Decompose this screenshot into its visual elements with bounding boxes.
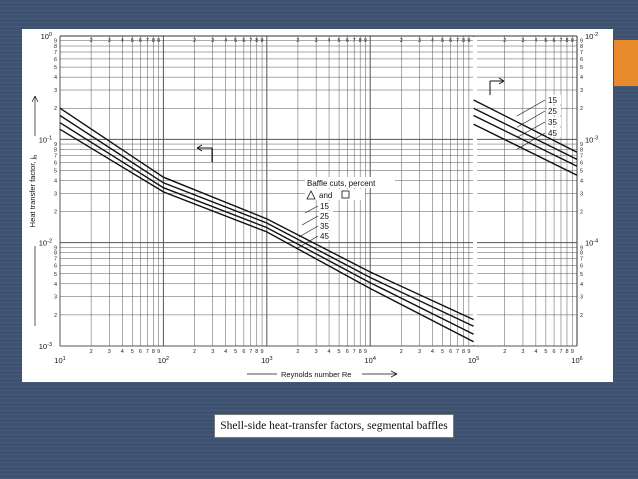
x-decade-label: $10^1$ <box>54 356 66 365</box>
x-minor-tick-label-bottom: 5 <box>544 349 548 355</box>
series-line-right-45 <box>474 124 577 175</box>
heat-transfer-chart <box>22 29 613 382</box>
x-axis-title: Reynolds number Re <box>281 370 352 379</box>
x-minor-tick-label-top: 8 <box>462 38 466 44</box>
legend-entry: 15 <box>320 202 329 211</box>
x-minor-tick-label-bottom: 4 <box>430 349 434 355</box>
slide-accent-bar <box>614 40 638 86</box>
x-axis-title-arrow <box>362 371 397 377</box>
y-right-minor-tick-label: 5 <box>580 271 584 278</box>
y-left-minor-tick-label: 4 <box>53 75 57 82</box>
y-right-minor-tick-label: 7 <box>580 153 584 160</box>
x-minor-tick-label-top: 6 <box>138 38 142 44</box>
y-left-minor-tick-label: 5 <box>53 65 57 72</box>
y-right-minor-tick-label: 2 <box>580 312 584 319</box>
x-minor-tick-label-bottom: 8 <box>358 349 362 355</box>
y-left-minor-tick-label: 6 <box>53 160 57 167</box>
x-minor-tick-label-bottom: 9 <box>260 349 264 355</box>
x-minor-tick-label-bottom: 2 <box>503 349 507 355</box>
x-minor-tick-label-bottom: 5 <box>337 349 341 355</box>
x-minor-tick-label-top: 7 <box>249 38 253 44</box>
x-minor-tick-label-top: 8 <box>255 38 259 44</box>
figure-caption: Shell-side heat-transfer factors, segmental baffles <box>214 414 454 438</box>
x-minor-tick-label-bottom: 9 <box>467 349 471 355</box>
y-right-minor-tick-label: 8 <box>580 44 584 51</box>
x-minor-tick-label-top: 4 <box>430 38 434 44</box>
y-right-decade-label: $10^{-2}$ <box>585 32 599 41</box>
x-minor-tick-label-bottom: 3 <box>314 349 318 355</box>
chart-panel <box>22 29 613 382</box>
series-label-right: 45 <box>548 129 557 138</box>
y-right-minor-tick-label: 6 <box>580 56 584 63</box>
y-right-minor-tick-label: 5 <box>580 65 584 72</box>
x-decade-label: $10^6$ <box>571 356 583 365</box>
y-right-minor-tick-label: 9 <box>580 245 584 252</box>
y-right-minor-tick-label: 5 <box>580 168 584 175</box>
x-minor-tick-label-top: 5 <box>234 38 238 44</box>
x-minor-tick-label-bottom: 4 <box>120 349 124 355</box>
left-axis-arrow <box>197 145 212 162</box>
x-minor-tick-label-bottom: 2 <box>296 349 300 355</box>
x-minor-tick-label-top: 9 <box>467 38 471 44</box>
series-label-right: 35 <box>548 118 557 127</box>
series-label-right: 25 <box>548 107 557 116</box>
x-minor-tick-label-bottom: 6 <box>552 349 556 355</box>
x-minor-tick-label-bottom: 2 <box>192 349 197 355</box>
y-left-minor-tick-label: 3 <box>53 294 57 301</box>
y-right-minor-tick-label: 7 <box>580 50 584 57</box>
x-minor-tick-label-bottom: 4 <box>327 349 331 355</box>
x-minor-tick-label-bottom: 5 <box>130 349 134 355</box>
y-left-decade-label: $10^{-1}$ <box>38 135 52 145</box>
x-minor-tick-label-top: 9 <box>570 38 574 44</box>
y-left-minor-tick-label: 5 <box>53 168 57 175</box>
x-minor-tick-label-top: 6 <box>242 38 246 44</box>
x-minor-tick-label-bottom: 7 <box>559 349 563 355</box>
y-right-minor-tick-label: 6 <box>580 160 584 167</box>
x-minor-tick-label-bottom: 6 <box>242 349 246 355</box>
x-minor-tick-label-bottom: 7 <box>352 349 356 355</box>
x-minor-tick-label-top: 4 <box>327 38 331 44</box>
legend-leader <box>302 216 318 225</box>
y-left-minor-tick-label: 8 <box>53 147 57 154</box>
x-minor-tick-label-top: 4 <box>120 38 124 44</box>
x-minor-tick-label-top: 5 <box>440 38 445 44</box>
x-minor-tick-label-top: 8 <box>565 38 569 44</box>
x-minor-tick-label-bottom: 8 <box>151 349 155 355</box>
y-right-minor-tick-label: 4 <box>580 75 584 82</box>
x-decade-label: $10^3$ <box>261 356 273 365</box>
y-right-decade-label: $10^{-3}$ <box>585 135 599 145</box>
y-right-minor-tick-label: 6 <box>580 263 584 270</box>
legend-title: Baffle cuts, percent <box>307 179 376 188</box>
y-left-minor-tick-label: 3 <box>53 88 57 95</box>
x-minor-tick-label-bottom: 6 <box>138 349 142 355</box>
x-minor-tick-label-bottom: 8 <box>565 349 569 355</box>
x-minor-tick-label-top: 6 <box>449 38 453 44</box>
legend-and-bg <box>305 189 365 200</box>
y-right-minor-tick-label: 9 <box>580 142 584 149</box>
y-left-minor-tick-label: 5 <box>53 271 57 278</box>
y-right-minor-tick-label: 3 <box>580 88 584 95</box>
legend-leader <box>299 226 318 237</box>
y-right-minor-tick-label: 7 <box>580 256 584 263</box>
y-left-decade-label: $10^0$ <box>40 32 52 41</box>
x-minor-tick-label-bottom: 3 <box>521 349 525 355</box>
x-minor-tick-label-bottom: 9 <box>570 349 574 355</box>
series-line-right-35 <box>474 116 577 167</box>
x-minor-tick-label-top: 7 <box>352 38 356 44</box>
x-minor-tick-label-bottom: 2 <box>399 349 403 355</box>
series-label-right: 15 <box>548 96 557 105</box>
x-minor-tick-label-top: 2 <box>503 38 507 44</box>
x-minor-tick-label-bottom: 5 <box>234 349 238 355</box>
y-right-minor-tick-label: 8 <box>580 250 584 257</box>
x-minor-tick-label-bottom: 6 <box>449 349 453 355</box>
y-axis-title-arrow <box>32 96 38 136</box>
x-minor-tick-label-bottom: 4 <box>534 349 538 355</box>
y-right-minor-tick-label: 3 <box>580 294 584 301</box>
x-decade-label: $10^2$ <box>157 356 170 365</box>
x-minor-tick-label-top: 7 <box>559 38 563 44</box>
x-minor-tick-label-bottom: 6 <box>345 349 349 355</box>
x-decade-label: $10^4$ <box>364 356 376 365</box>
y-left-minor-tick-label: 7 <box>53 50 57 57</box>
y-left-minor-tick-label: 2 <box>53 106 57 113</box>
x-minor-tick-label-bottom: 8 <box>255 349 259 355</box>
x-minor-tick-label-top: 6 <box>552 38 556 44</box>
x-minor-tick-label-top: 4 <box>224 38 228 44</box>
y-left-minor-tick-label: 7 <box>53 256 57 263</box>
y-left-decade-label: $10^{-2}$ <box>38 238 52 248</box>
x-minor-tick-label-bottom: 7 <box>145 349 149 355</box>
x-minor-tick-label-top: 5 <box>544 38 548 44</box>
y-left-minor-tick-label: 4 <box>53 178 57 185</box>
x-minor-tick-label-top: 4 <box>534 38 538 44</box>
x-minor-tick-label-top: 9 <box>363 38 367 44</box>
y-left-minor-tick-label: 4 <box>53 281 57 288</box>
x-minor-tick-label-top: 7 <box>456 38 460 44</box>
x-minor-tick-label-top: 7 <box>145 38 149 44</box>
series-line-right-25 <box>474 108 577 159</box>
x-minor-tick-label-top: 8 <box>358 38 362 44</box>
x-minor-tick-label-top: 8 <box>151 38 155 44</box>
x-decade-label: $10^5$ <box>467 356 480 365</box>
x-minor-tick-label-bottom: 5 <box>440 349 445 355</box>
y-left-minor-tick-label: 9 <box>53 38 57 45</box>
x-minor-tick-label-top: 2 <box>296 38 300 44</box>
x-minor-tick-label-bottom: 9 <box>363 349 367 355</box>
y-left-minor-tick-label: 3 <box>53 191 57 198</box>
x-minor-tick-label-top: 3 <box>418 38 422 44</box>
y-left-decade-label: $10^{-3}$ <box>38 342 52 351</box>
y-right-decade-label: $10^{-4}$ <box>585 238 599 248</box>
x-minor-tick-label-top: 3 <box>211 38 215 44</box>
x-minor-tick-label-top: 3 <box>314 38 318 44</box>
y-right-minor-tick-label: 2 <box>580 209 584 216</box>
y-left-minor-tick-label: 9 <box>53 142 57 149</box>
y-left-minor-tick-label: 8 <box>53 250 57 257</box>
x-minor-tick-label-bottom: 4 <box>224 349 228 355</box>
x-minor-tick-label-top: 9 <box>260 38 264 44</box>
y-axis-title: Heat transfer factor, $j_h$ <box>28 154 39 228</box>
x-minor-tick-label-bottom: 7 <box>249 349 253 355</box>
legend-and-text: and <box>319 191 333 200</box>
legend-entry: 25 <box>320 212 329 221</box>
y-right-minor-tick-label: 8 <box>580 147 584 154</box>
x-minor-tick-label-top: 5 <box>130 38 134 44</box>
y-left-minor-tick-label: 6 <box>53 56 57 63</box>
y-right-minor-tick-label: 4 <box>580 281 584 288</box>
y-right-minor-tick-label: 3 <box>580 191 584 198</box>
y-left-minor-tick-label: 2 <box>53 312 57 319</box>
x-minor-tick-label-top: 3 <box>521 38 525 44</box>
x-minor-tick-label-top: 5 <box>337 38 341 44</box>
legend-entry: 35 <box>320 222 329 231</box>
x-minor-tick-label-bottom: 3 <box>211 349 215 355</box>
y-right-minor-tick-label: 2 <box>580 106 584 113</box>
x-minor-tick-label-bottom: 9 <box>157 349 161 355</box>
y-left-minor-tick-label: 7 <box>53 153 57 160</box>
y-right-minor-tick-label: 4 <box>580 178 584 185</box>
y-left-minor-tick-label: 9 <box>53 245 57 252</box>
x-minor-tick-label-bottom: 2 <box>89 349 93 355</box>
x-minor-tick-label-top: 3 <box>107 38 111 44</box>
x-minor-tick-label-bottom: 8 <box>462 349 466 355</box>
x-minor-tick-label-top: 9 <box>157 38 161 44</box>
y-left-minor-tick-label: 8 <box>53 44 57 51</box>
axis-break-gap <box>473 37 477 345</box>
x-minor-tick-label-top: 2 <box>192 38 197 44</box>
x-minor-tick-label-top: 2 <box>399 38 403 44</box>
x-minor-tick-label-bottom: 3 <box>107 349 111 355</box>
y-left-minor-tick-label: 2 <box>53 209 57 216</box>
right-axis-arrow <box>490 78 504 95</box>
y-left-minor-tick-label: 6 <box>53 263 57 270</box>
x-minor-tick-label-bottom: 3 <box>418 349 422 355</box>
y-right-minor-tick-label: 9 <box>580 38 584 45</box>
x-minor-tick-label-top: 6 <box>345 38 349 44</box>
x-minor-tick-label-top: 2 <box>89 38 93 44</box>
legend-entry: 45 <box>320 232 329 241</box>
x-minor-tick-label-bottom: 7 <box>456 349 460 355</box>
